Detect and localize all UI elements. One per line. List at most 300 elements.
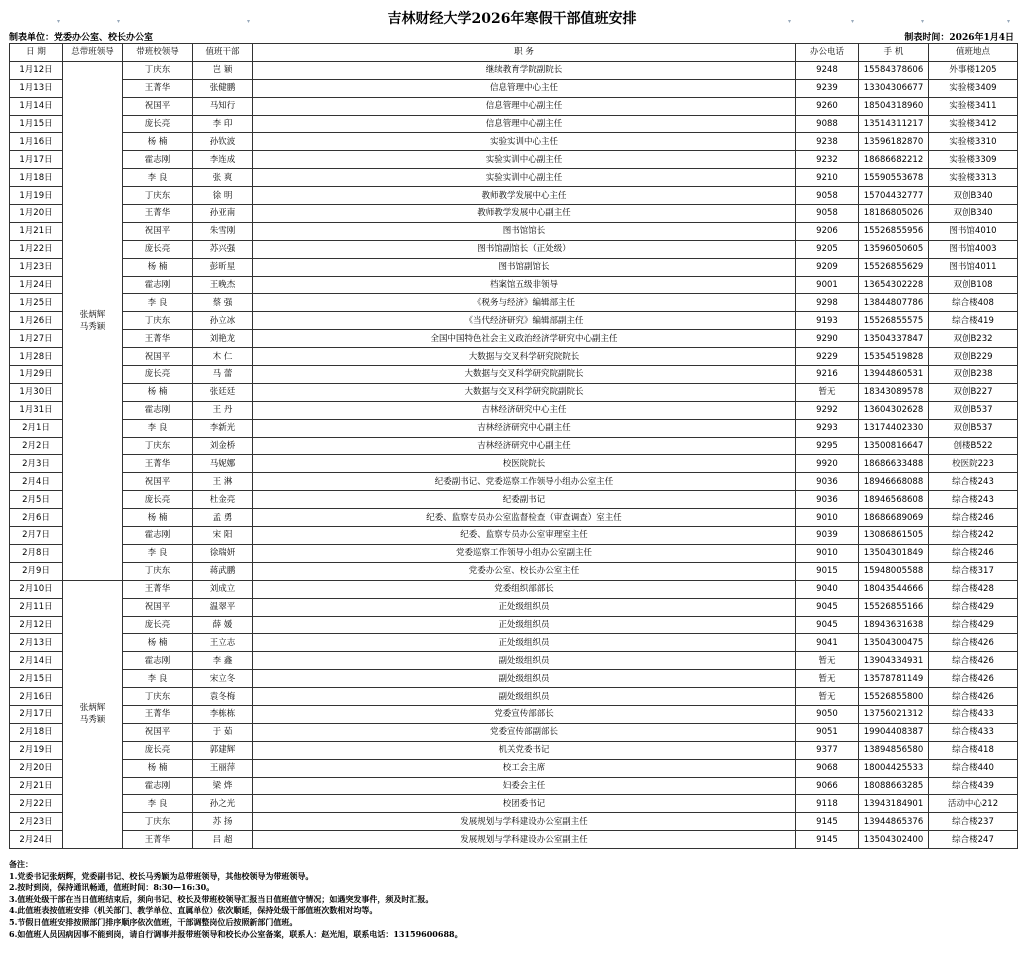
cell-position: 党委组织部部长 (253, 580, 796, 598)
cell-position: 副处级组织员 (253, 652, 796, 670)
cell-duty-cadre: 孟 勇 (193, 509, 253, 527)
cell-location: 综合楼426 (929, 670, 1018, 688)
cell-duty-cadre: 袁冬梅 (193, 688, 253, 706)
cell-office-phone: 9045 (796, 598, 859, 616)
cell-duty-cadre: 梁 烨 (193, 777, 253, 795)
table-row (10, 813, 1018, 831)
cell-office-phone: 9210 (796, 169, 859, 187)
cell-date: 1月19日 (10, 187, 63, 205)
cell-shift-leader: 祝国平 (123, 598, 193, 616)
table-row (10, 777, 1018, 795)
cell-duty-cadre: 李 鑫 (193, 652, 253, 670)
cell-shift-leader: 庞长亮 (123, 616, 193, 634)
cell-location: 综合楼433 (929, 723, 1018, 741)
table-row (10, 383, 1018, 401)
cell-duty-cadre: 张廷廷 (193, 383, 253, 401)
cell-total-leader: 张炳辉 马秀颖 (63, 61, 123, 580)
table-row (10, 455, 1018, 473)
cell-position: 信息管理中心主任 (253, 79, 796, 97)
cell-shift-leader: 丁庆东 (123, 312, 193, 330)
cell-date: 1月13日 (10, 79, 63, 97)
cell-shift-leader: 王菁华 (123, 580, 193, 598)
cell-location: 综合楼242 (929, 527, 1018, 545)
cell-date: 2月18日 (10, 723, 63, 741)
filter-dropdown-icon[interactable]: ▾ (57, 18, 61, 25)
cell-duty-cadre: 薛 媛 (193, 616, 253, 634)
cell-position: 实验实训中心副主任 (253, 151, 796, 169)
table-row (10, 330, 1018, 348)
cell-office-phone: 9193 (796, 312, 859, 330)
cell-location: 综合楼419 (929, 312, 1018, 330)
cell-shift-leader: 杨 楠 (123, 509, 193, 527)
table-row (10, 205, 1018, 223)
cell-duty-cadre: 郭建辉 (193, 741, 253, 759)
cell-office-phone: 9145 (796, 813, 859, 831)
cell-duty-cadre: 宋立冬 (193, 670, 253, 688)
cell-date: 1月21日 (10, 222, 63, 240)
cell-shift-leader: 杨 楠 (123, 258, 193, 276)
table-row (10, 97, 1018, 115)
cell-duty-cadre: 宋 阳 (193, 527, 253, 545)
cell-total-leader: 张炳辉 马秀颖 (63, 580, 123, 848)
cell-date: 1月20日 (10, 205, 63, 223)
cell-shift-leader: 王菁华 (123, 705, 193, 723)
cell-mobile: 15526855575 (859, 312, 929, 330)
note-item: 1.党委书记张炳辉，党委副书记、校长马秀颖为总带班领导，其他校领导为带班领导。 (9, 870, 314, 881)
table-row (10, 240, 1018, 258)
cell-shift-leader: 李 良 (123, 544, 193, 562)
cell-mobile: 13514311217 (859, 115, 929, 133)
cell-position: 《税务与经济》编辑部主任 (253, 294, 796, 312)
table-row (10, 61, 1018, 79)
cell-position: 纪委、监察专员办公室审理室主任 (253, 527, 796, 545)
cell-office-phone: 9050 (796, 705, 859, 723)
cell-position: 副处级组织员 (253, 670, 796, 688)
cell-duty-cadre: 马 蕾 (193, 366, 253, 384)
cell-position: 纪委副书记、党委巡察工作领导小组办公室主任 (253, 473, 796, 491)
cell-office-phone: 9205 (796, 240, 859, 258)
cell-date: 1月23日 (10, 258, 63, 276)
cell-date: 1月22日 (10, 240, 63, 258)
cell-position: 正处级组织员 (253, 634, 796, 652)
cell-shift-leader: 丁庆东 (123, 61, 193, 79)
cell-position: 正处级组织员 (253, 598, 796, 616)
issue-date: 制表时间：2026年1月4日 (904, 33, 1014, 43)
cell-position: 吉林经济研究中心副主任 (253, 437, 796, 455)
cell-location: 双创B537 (929, 419, 1018, 437)
table-row (10, 312, 1018, 330)
cell-location: 综合楼426 (929, 688, 1018, 706)
cell-date: 2月12日 (10, 616, 63, 634)
cell-location: 实验楼3313 (929, 169, 1018, 187)
cell-duty-cadre: 张 爽 (193, 169, 253, 187)
cell-office-phone: 暂无 (796, 670, 859, 688)
cell-office-phone: 9066 (796, 777, 859, 795)
table-header-row (10, 44, 1018, 62)
cell-shift-leader: 庞长亮 (123, 491, 193, 509)
cell-location: 综合楼247 (929, 831, 1018, 849)
cell-date: 2月22日 (10, 795, 63, 813)
cell-duty-cadre: 王立志 (193, 634, 253, 652)
cell-duty-cadre: 孙之光 (193, 795, 253, 813)
cell-shift-leader: 王菁华 (123, 455, 193, 473)
cell-date: 2月13日 (10, 634, 63, 652)
cell-location: 双创B229 (929, 348, 1018, 366)
cell-mobile: 13604302628 (859, 401, 929, 419)
cell-shift-leader: 杨 楠 (123, 133, 193, 151)
table-row (10, 670, 1018, 688)
cell-shift-leader: 王菁华 (123, 831, 193, 849)
cell-duty-cadre: 木 仁 (193, 348, 253, 366)
table-row (10, 115, 1018, 133)
cell-office-phone: 9216 (796, 366, 859, 384)
cell-date: 1月25日 (10, 294, 63, 312)
cell-date: 2月10日 (10, 580, 63, 598)
cell-location: 综合楼429 (929, 598, 1018, 616)
cell-duty-cadre: 刘成立 (193, 580, 253, 598)
cell-position: 继续教育学院副院长 (253, 61, 796, 79)
table-row (10, 276, 1018, 294)
cell-duty-cadre: 吕 超 (193, 831, 253, 849)
table-row (10, 652, 1018, 670)
filter-dropdown-icon[interactable]: ▾ (117, 18, 121, 25)
cell-location: 综合楼237 (929, 813, 1018, 831)
cell-position: 教师教学发展中心主任 (253, 187, 796, 205)
table-row (10, 616, 1018, 634)
header-shift-leader: 带班校领导 (123, 44, 193, 62)
header-total-leader: 总带班领导 (63, 44, 123, 62)
cell-date: 1月31日 (10, 401, 63, 419)
cell-shift-leader: 李 良 (123, 795, 193, 813)
cell-position: 党委宣传部部长 (253, 705, 796, 723)
table-row (10, 562, 1018, 580)
cell-location: 图书馆4003 (929, 240, 1018, 258)
cell-shift-leader: 丁庆东 (123, 688, 193, 706)
cell-mobile: 13943184901 (859, 795, 929, 813)
cell-duty-cadre: 刘艳龙 (193, 330, 253, 348)
cell-office-phone: 9039 (796, 527, 859, 545)
cell-location: 综合楼317 (929, 562, 1018, 580)
notes-section (9, 859, 1009, 940)
cell-location: 创楼B522 (929, 437, 1018, 455)
cell-position: 吉林经济研究中心副主任 (253, 419, 796, 437)
cell-date: 2月16日 (10, 688, 63, 706)
table-row (10, 258, 1018, 276)
cell-location: 综合楼243 (929, 473, 1018, 491)
cell-date: 1月30日 (10, 383, 63, 401)
cell-duty-cadre: 苏兴强 (193, 240, 253, 258)
table-row (10, 366, 1018, 384)
cell-date: 1月28日 (10, 348, 63, 366)
cell-position: 全国中国特色社会主义政治经济学研究中心副主任 (253, 330, 796, 348)
table-row (10, 473, 1018, 491)
cell-location: 实验楼3309 (929, 151, 1018, 169)
cell-location: 综合楼429 (929, 616, 1018, 634)
cell-shift-leader: 王菁华 (123, 205, 193, 223)
cell-shift-leader: 王菁华 (123, 330, 193, 348)
cell-shift-leader: 霍志刚 (123, 777, 193, 795)
cell-office-phone: 9036 (796, 491, 859, 509)
cell-date: 1月24日 (10, 276, 63, 294)
cell-date: 2月20日 (10, 759, 63, 777)
cell-mobile: 13596182870 (859, 133, 929, 151)
cell-duty-cadre: 孙立冰 (193, 312, 253, 330)
cell-mobile: 18686633488 (859, 455, 929, 473)
cell-mobile: 18686682212 (859, 151, 929, 169)
cell-duty-cadre: 蔡 强 (193, 294, 253, 312)
cell-office-phone: 9051 (796, 723, 859, 741)
table-row (10, 491, 1018, 509)
cell-shift-leader: 庞长亮 (123, 115, 193, 133)
table-row (10, 348, 1018, 366)
cell-position: 信息管理中心副主任 (253, 97, 796, 115)
cell-location: 综合楼440 (929, 759, 1018, 777)
cell-duty-cadre: 马妮娜 (193, 455, 253, 473)
cell-duty-cadre: 李栋栋 (193, 705, 253, 723)
issuing-unit: 制表单位：党委办公室、校长办公室 (9, 33, 154, 43)
cell-position: 正处级组织员 (253, 616, 796, 634)
note-item: 3.值班处级干部在当日值班结束后，须向书记、校长及带班校领导汇报当日值班值守情况；如遇突发事件，须及时汇报。 (9, 893, 434, 904)
cell-duty-cadre: 王 淋 (193, 473, 253, 491)
filter-dropdown-icon[interactable]: ▾ (851, 18, 855, 25)
table-row (10, 831, 1018, 849)
cell-office-phone: 9001 (796, 276, 859, 294)
cell-shift-leader: 庞长亮 (123, 366, 193, 384)
cell-position: 副处级组织员 (253, 688, 796, 706)
filter-dropdown-icon[interactable]: ▾ (1007, 18, 1011, 25)
table-row (10, 437, 1018, 455)
cell-shift-leader: 霍志刚 (123, 151, 193, 169)
cell-date: 1月15日 (10, 115, 63, 133)
filter-dropdown-icon[interactable]: ▾ (788, 18, 792, 25)
cell-office-phone: 9145 (796, 831, 859, 849)
cell-duty-cadre: 孙亚南 (193, 205, 253, 223)
cell-position: 图书馆副馆长 (253, 258, 796, 276)
cell-office-phone: 9041 (796, 634, 859, 652)
cell-date: 2月15日 (10, 670, 63, 688)
cell-location: 综合楼246 (929, 544, 1018, 562)
cell-duty-cadre: 徐瑞妍 (193, 544, 253, 562)
cell-position: 校医院院长 (253, 455, 796, 473)
cell-location: 实验楼3310 (929, 133, 1018, 151)
table-row (10, 79, 1018, 97)
cell-duty-cadre: 李连成 (193, 151, 253, 169)
cell-shift-leader: 祝国平 (123, 348, 193, 366)
cell-duty-cadre: 温翠平 (193, 598, 253, 616)
cell-date: 1月26日 (10, 312, 63, 330)
cell-mobile: 13500816647 (859, 437, 929, 455)
cell-mobile: 13504300475 (859, 634, 929, 652)
cell-location: 外事楼1205 (929, 61, 1018, 79)
cell-office-phone: 9040 (796, 580, 859, 598)
cell-mobile: 15354519828 (859, 348, 929, 366)
cell-date: 1月12日 (10, 61, 63, 79)
cell-shift-leader: 祝国平 (123, 473, 193, 491)
cell-location: 校医院223 (929, 455, 1018, 473)
cell-location: 图书馆4011 (929, 258, 1018, 276)
cell-mobile: 19904408387 (859, 723, 929, 741)
cell-mobile: 13504337847 (859, 330, 929, 348)
cell-mobile: 18186805026 (859, 205, 929, 223)
note-item: 2.按时到岗，保持通讯畅通，值班时间：8:30—16:30。 (9, 882, 215, 893)
cell-date: 2月19日 (10, 741, 63, 759)
cell-date: 1月16日 (10, 133, 63, 151)
table-row (10, 294, 1018, 312)
cell-office-phone: 9010 (796, 544, 859, 562)
cell-shift-leader: 李 良 (123, 169, 193, 187)
cell-date: 1月17日 (10, 151, 63, 169)
cell-location: 图书馆4010 (929, 222, 1018, 240)
cell-date: 2月3日 (10, 455, 63, 473)
filter-dropdown-icon[interactable]: ▾ (921, 18, 925, 25)
cell-position: 校工会主席 (253, 759, 796, 777)
table-row (10, 723, 1018, 741)
cell-shift-leader: 霍志刚 (123, 652, 193, 670)
cell-office-phone: 9232 (796, 151, 859, 169)
cell-location: 综合楼418 (929, 741, 1018, 759)
cell-office-phone: 暂无 (796, 383, 859, 401)
cell-shift-leader: 杨 楠 (123, 759, 193, 777)
cell-mobile: 13904334931 (859, 652, 929, 670)
cell-date: 2月23日 (10, 813, 63, 831)
cell-mobile: 13504301849 (859, 544, 929, 562)
cell-duty-cadre: 蒋武鹏 (193, 562, 253, 580)
cell-position: 实验实训中心副主任 (253, 169, 796, 187)
cell-duty-cadre: 徐 明 (193, 187, 253, 205)
cell-position: 大数据与交叉科学研究院副院长 (253, 383, 796, 401)
cell-office-phone: 9058 (796, 187, 859, 205)
cell-mobile: 13756021312 (859, 705, 929, 723)
cell-location: 实验楼3412 (929, 115, 1018, 133)
cell-office-phone: 9377 (796, 741, 859, 759)
cell-date: 2月14日 (10, 652, 63, 670)
cell-office-phone: 9295 (796, 437, 859, 455)
cell-office-phone: 9015 (796, 562, 859, 580)
cell-duty-cadre: 彭昕星 (193, 258, 253, 276)
cell-duty-cadre: 李 印 (193, 115, 253, 133)
cell-mobile: 18943631638 (859, 616, 929, 634)
cell-position: 党委巡察工作领导小组办公室副主任 (253, 544, 796, 562)
cell-position: 实验实训中心主任 (253, 133, 796, 151)
cell-location: 综合楼243 (929, 491, 1018, 509)
cell-duty-cadre: 孙钦波 (193, 133, 253, 151)
cell-mobile: 15584378606 (859, 61, 929, 79)
cell-mobile: 13174402330 (859, 419, 929, 437)
cell-office-phone: 9010 (796, 509, 859, 527)
cell-mobile: 18343089578 (859, 383, 929, 401)
cell-office-phone: 9260 (796, 97, 859, 115)
cell-office-phone: 9292 (796, 401, 859, 419)
cell-shift-leader: 祝国平 (123, 222, 193, 240)
cell-mobile: 13894856580 (859, 741, 929, 759)
cell-mobile: 13304306677 (859, 79, 929, 97)
cell-date: 2月24日 (10, 831, 63, 849)
cell-mobile: 18946668088 (859, 473, 929, 491)
cell-location: 综合楼426 (929, 634, 1018, 652)
cell-mobile: 13578781149 (859, 670, 929, 688)
cell-duty-cadre: 张健鹏 (193, 79, 253, 97)
duty-table-body (10, 61, 1018, 848)
header-mobile: 手 机 (859, 44, 929, 62)
cell-mobile: 18686689069 (859, 509, 929, 527)
cell-location: 双创B537 (929, 401, 1018, 419)
cell-location: 实验楼3411 (929, 97, 1018, 115)
cell-mobile: 13944860531 (859, 366, 929, 384)
cell-shift-leader: 杨 楠 (123, 634, 193, 652)
cell-office-phone: 9045 (796, 616, 859, 634)
cell-duty-cadre: 岂 颖 (193, 61, 253, 79)
cell-mobile: 18946568608 (859, 491, 929, 509)
cell-date: 2月5日 (10, 491, 63, 509)
note-item: 5.节假日值班安排按照部门排序顺序依次值班，干部调整岗位后按照新部门值班。 (9, 916, 298, 927)
cell-shift-leader: 祝国平 (123, 97, 193, 115)
table-row (10, 688, 1018, 706)
table-row (10, 509, 1018, 527)
cell-position: 大数据与交叉科学研究院副院长 (253, 366, 796, 384)
cell-position: 图书馆馆长 (253, 222, 796, 240)
cell-office-phone: 9229 (796, 348, 859, 366)
table-row (10, 401, 1018, 419)
cell-shift-leader: 李 良 (123, 670, 193, 688)
cell-mobile: 18004425533 (859, 759, 929, 777)
table-row (10, 544, 1018, 562)
cell-shift-leader: 李 良 (123, 294, 193, 312)
table-row (10, 133, 1018, 151)
header-location: 值班地点 (929, 44, 1018, 62)
cell-location: 双创B108 (929, 276, 1018, 294)
document-title: 吉林财经大学2026年寒假干部值班安排 (387, 11, 637, 27)
cell-office-phone: 9206 (796, 222, 859, 240)
cell-position: 信息管理中心副主任 (253, 115, 796, 133)
cell-mobile: 15948005588 (859, 562, 929, 580)
cell-mobile: 15526855629 (859, 258, 929, 276)
cell-office-phone: 9118 (796, 795, 859, 813)
filter-dropdown-icon[interactable]: ▾ (247, 18, 251, 25)
cell-duty-cadre: 杜金亮 (193, 491, 253, 509)
cell-position: 档案馆五级非领导 (253, 276, 796, 294)
table-row (10, 580, 1018, 598)
cell-location: 综合楼426 (929, 652, 1018, 670)
cell-mobile: 13086861505 (859, 527, 929, 545)
duty-table (9, 43, 1018, 849)
cell-location: 双创B238 (929, 366, 1018, 384)
cell-office-phone: 9290 (796, 330, 859, 348)
cell-mobile: 15526855956 (859, 222, 929, 240)
cell-date: 2月2日 (10, 437, 63, 455)
table-row (10, 705, 1018, 723)
cell-shift-leader: 李 良 (123, 419, 193, 437)
cell-position: 教师教学发展中心副主任 (253, 205, 796, 223)
cell-duty-cadre: 马知行 (193, 97, 253, 115)
cell-date: 2月1日 (10, 419, 63, 437)
cell-office-phone: 9298 (796, 294, 859, 312)
cell-location: 双创B340 (929, 205, 1018, 223)
table-row (10, 634, 1018, 652)
cell-shift-leader: 杨 楠 (123, 383, 193, 401)
cell-position: 校团委书记 (253, 795, 796, 813)
cell-mobile: 18504318960 (859, 97, 929, 115)
cell-date: 2月7日 (10, 527, 63, 545)
cell-office-phone: 9209 (796, 258, 859, 276)
header-position: 职 务 (253, 44, 796, 62)
table-row (10, 795, 1018, 813)
cell-position: 机关党委书记 (253, 741, 796, 759)
cell-shift-leader: 丁庆东 (123, 562, 193, 580)
cell-location: 活动中心212 (929, 795, 1018, 813)
cell-location: 实验楼3409 (929, 79, 1018, 97)
cell-date: 1月18日 (10, 169, 63, 187)
cell-date: 2月6日 (10, 509, 63, 527)
